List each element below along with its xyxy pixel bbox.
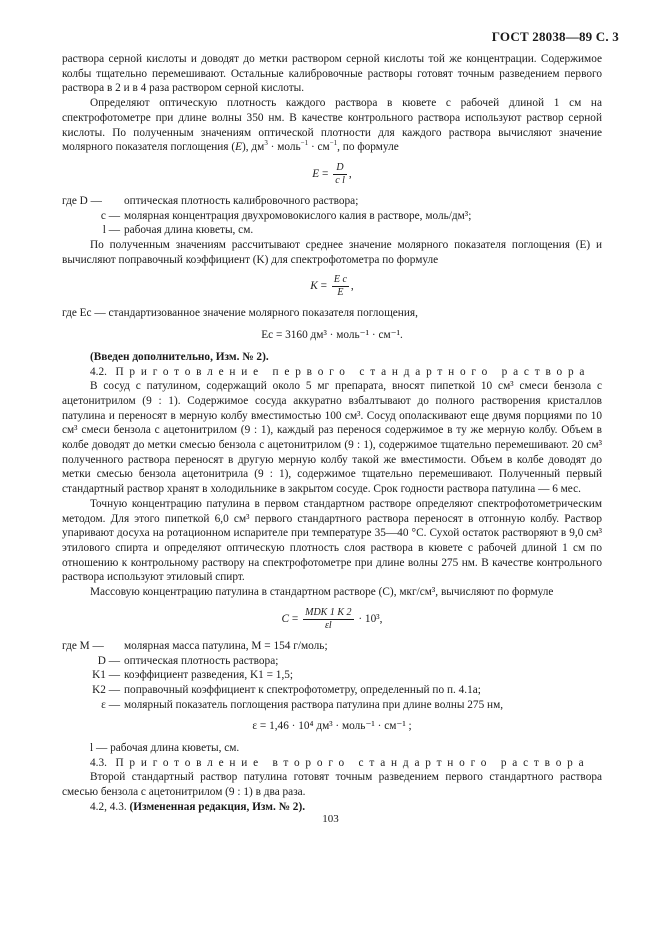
page-body — [62, 52, 602, 815]
definition-row: c — молярная концентрация двухромовокислого калия в растворе, моль/дм³; — [100, 209, 472, 222]
paragraph: раствора серной кислоты и доводят до метки раствором серной кислоты той же концентрации. Содержимое колбы тщательно перемешивают. Остальные калибровочные растворы готовят точным разведением первого раствора в 2 и в 4 раза раствором серной кислоты. — [62, 53, 602, 95]
definition-ec: где Eс — стандартизованное значение молярного показателя поглощения, — [62, 307, 418, 320]
amendment-note: 4.2, 4.3. (Измененная редакция, Изм. № 2). — [90, 800, 306, 813]
definitions-list — [62, 194, 602, 238]
formula-ec-value: Eс = 3160 дм³ · моль⁻¹ · см⁻¹. — [261, 329, 403, 342]
definition-row: D — оптическая плотность раствора; — [97, 654, 279, 667]
amendment-note: (Введен дополнительно, Изм. № 2). — [90, 350, 269, 363]
formula-c: C = $\frac{\text{MDK 1 K 2}}{\varepsilon l}$ · 10³, — [281, 606, 383, 631]
definition-row: K2 — поправочный коэффициент к спектрофотометру, определенный по п. 4.1а; — [92, 683, 481, 696]
paragraph: Второй стандартный раствор патулина готовят точным разведением первого стандартного раствора смесью бензола с ацетонитрилом (9 : 1) в два раза. — [62, 771, 602, 799]
formula-epsilon: ε = 1,46 · 10⁴ дм³ · моль⁻¹ · см⁻¹ ; — [252, 720, 412, 733]
definitions-list — [62, 639, 602, 713]
page-header: ГОСТ 28038—89 С. 3 — [491, 29, 619, 44]
definition-row: ε — молярный показатель поглощения раствора патулина при длине волны 275 нм, — [101, 698, 504, 711]
section-heading-4-3: 4.3. Приготовление второго стандартного раствора — [90, 756, 590, 769]
section-heading-4-2: 4.2. Приготовление первого стандартного раствора — [90, 365, 591, 378]
paragraph: Массовую концентрацию патулина в стандартном растворе (С), мкг/см³, вычисляют по формуле — [90, 586, 554, 599]
paragraph: Точную концентрацию патулина в первом стандартном растворе определяют спектрофотометрическим методом. Для этого пипеткой 6,0 см³ первого стандартного раствора переносят в отгонную колбу. Раствор упаривают досуха на ротационном испарителе при температуре 35—40 °С. Сухой остаток растворяют в 9,0 см³ этилового спирта и определяют оптическую плотность слоя раствора в кювете с рабочей длиной 1 см по отношению к контрольному раствору на спектрофотометре при длине волны 275 нм. В качестве контрольного раствора используют этиловый спирт. — [62, 497, 602, 584]
definition-l: l — рабочая длина кюветы, см. — [90, 742, 240, 755]
paragraph: В сосуд с патулином, содержащий около 5 мг препарата, вносят пипеткой 10 см³ смеси бензола с ацетонитрилом (9 : 1). Содержимое сосуда аккуратно взбалтывают до полного растворения кристаллов патулина и переносят в мерную колбу вместимостью 100 см³. Сосуд ополаскивают еще двумя порциями по 10 см³ смеси бензола с ацетонитрилом (9 : 1), каждый раз перенося содержимое в ту же мерную колбу. Объем в колбе доводят до метки смесью бензола с ацетонитрилом (9 : 1), содержимое тщательно перемешивают. 20 см³ полученного раствора переносят в другую мерную колбу такой же вместимости. Объем в колбе доводят до метки смесью бензола ацетонитрила (9 : 1), содержимое тщательно перемешивают. Полученный первый стандартный раствор хранят в холодильнике в закрытом сосуде. Срок годности раствора патулина — 6 мес. — [62, 380, 602, 496]
definition-row: где M — молярная масса патулина, M = 154 г/моль; — [62, 639, 328, 652]
formula-k: K = $\frac{\text{E c}}{E}$ , — [310, 274, 354, 299]
paragraph: Определяют оптическую плотность каждого раствора в кювете с рабочей длиной 1 см на спектрофотометре при длине волны 350 нм. В качестве контрольного раствора используют раствор серной кислоты. По полученным значениям оптической плотности для каждого раствора вычисляют значение молярного показателя поглощения (E), $дм^3$ · моль$^{-1}$ · $см^{-1}$, по формуле — [62, 97, 602, 154]
definition-row: K1 — коэффициент разведения, K1 = 1,5; — [92, 669, 294, 682]
paragraph: По полученным значениям рассчитывают среднее значение молярного показателя поглощения (E) и вычисляют поправочный коэффициент (K) для спектрофотометра по формуле — [62, 239, 602, 266]
page-number: 103 — [322, 813, 339, 825]
formula-e: E = $\frac{D}{\text{c l}}$ , — [312, 161, 352, 186]
definition-row: l — рабочая длина кюветы, см. — [102, 224, 254, 237]
definition-row: где D — оптическая плотность калибровочного раствора; — [62, 194, 359, 207]
